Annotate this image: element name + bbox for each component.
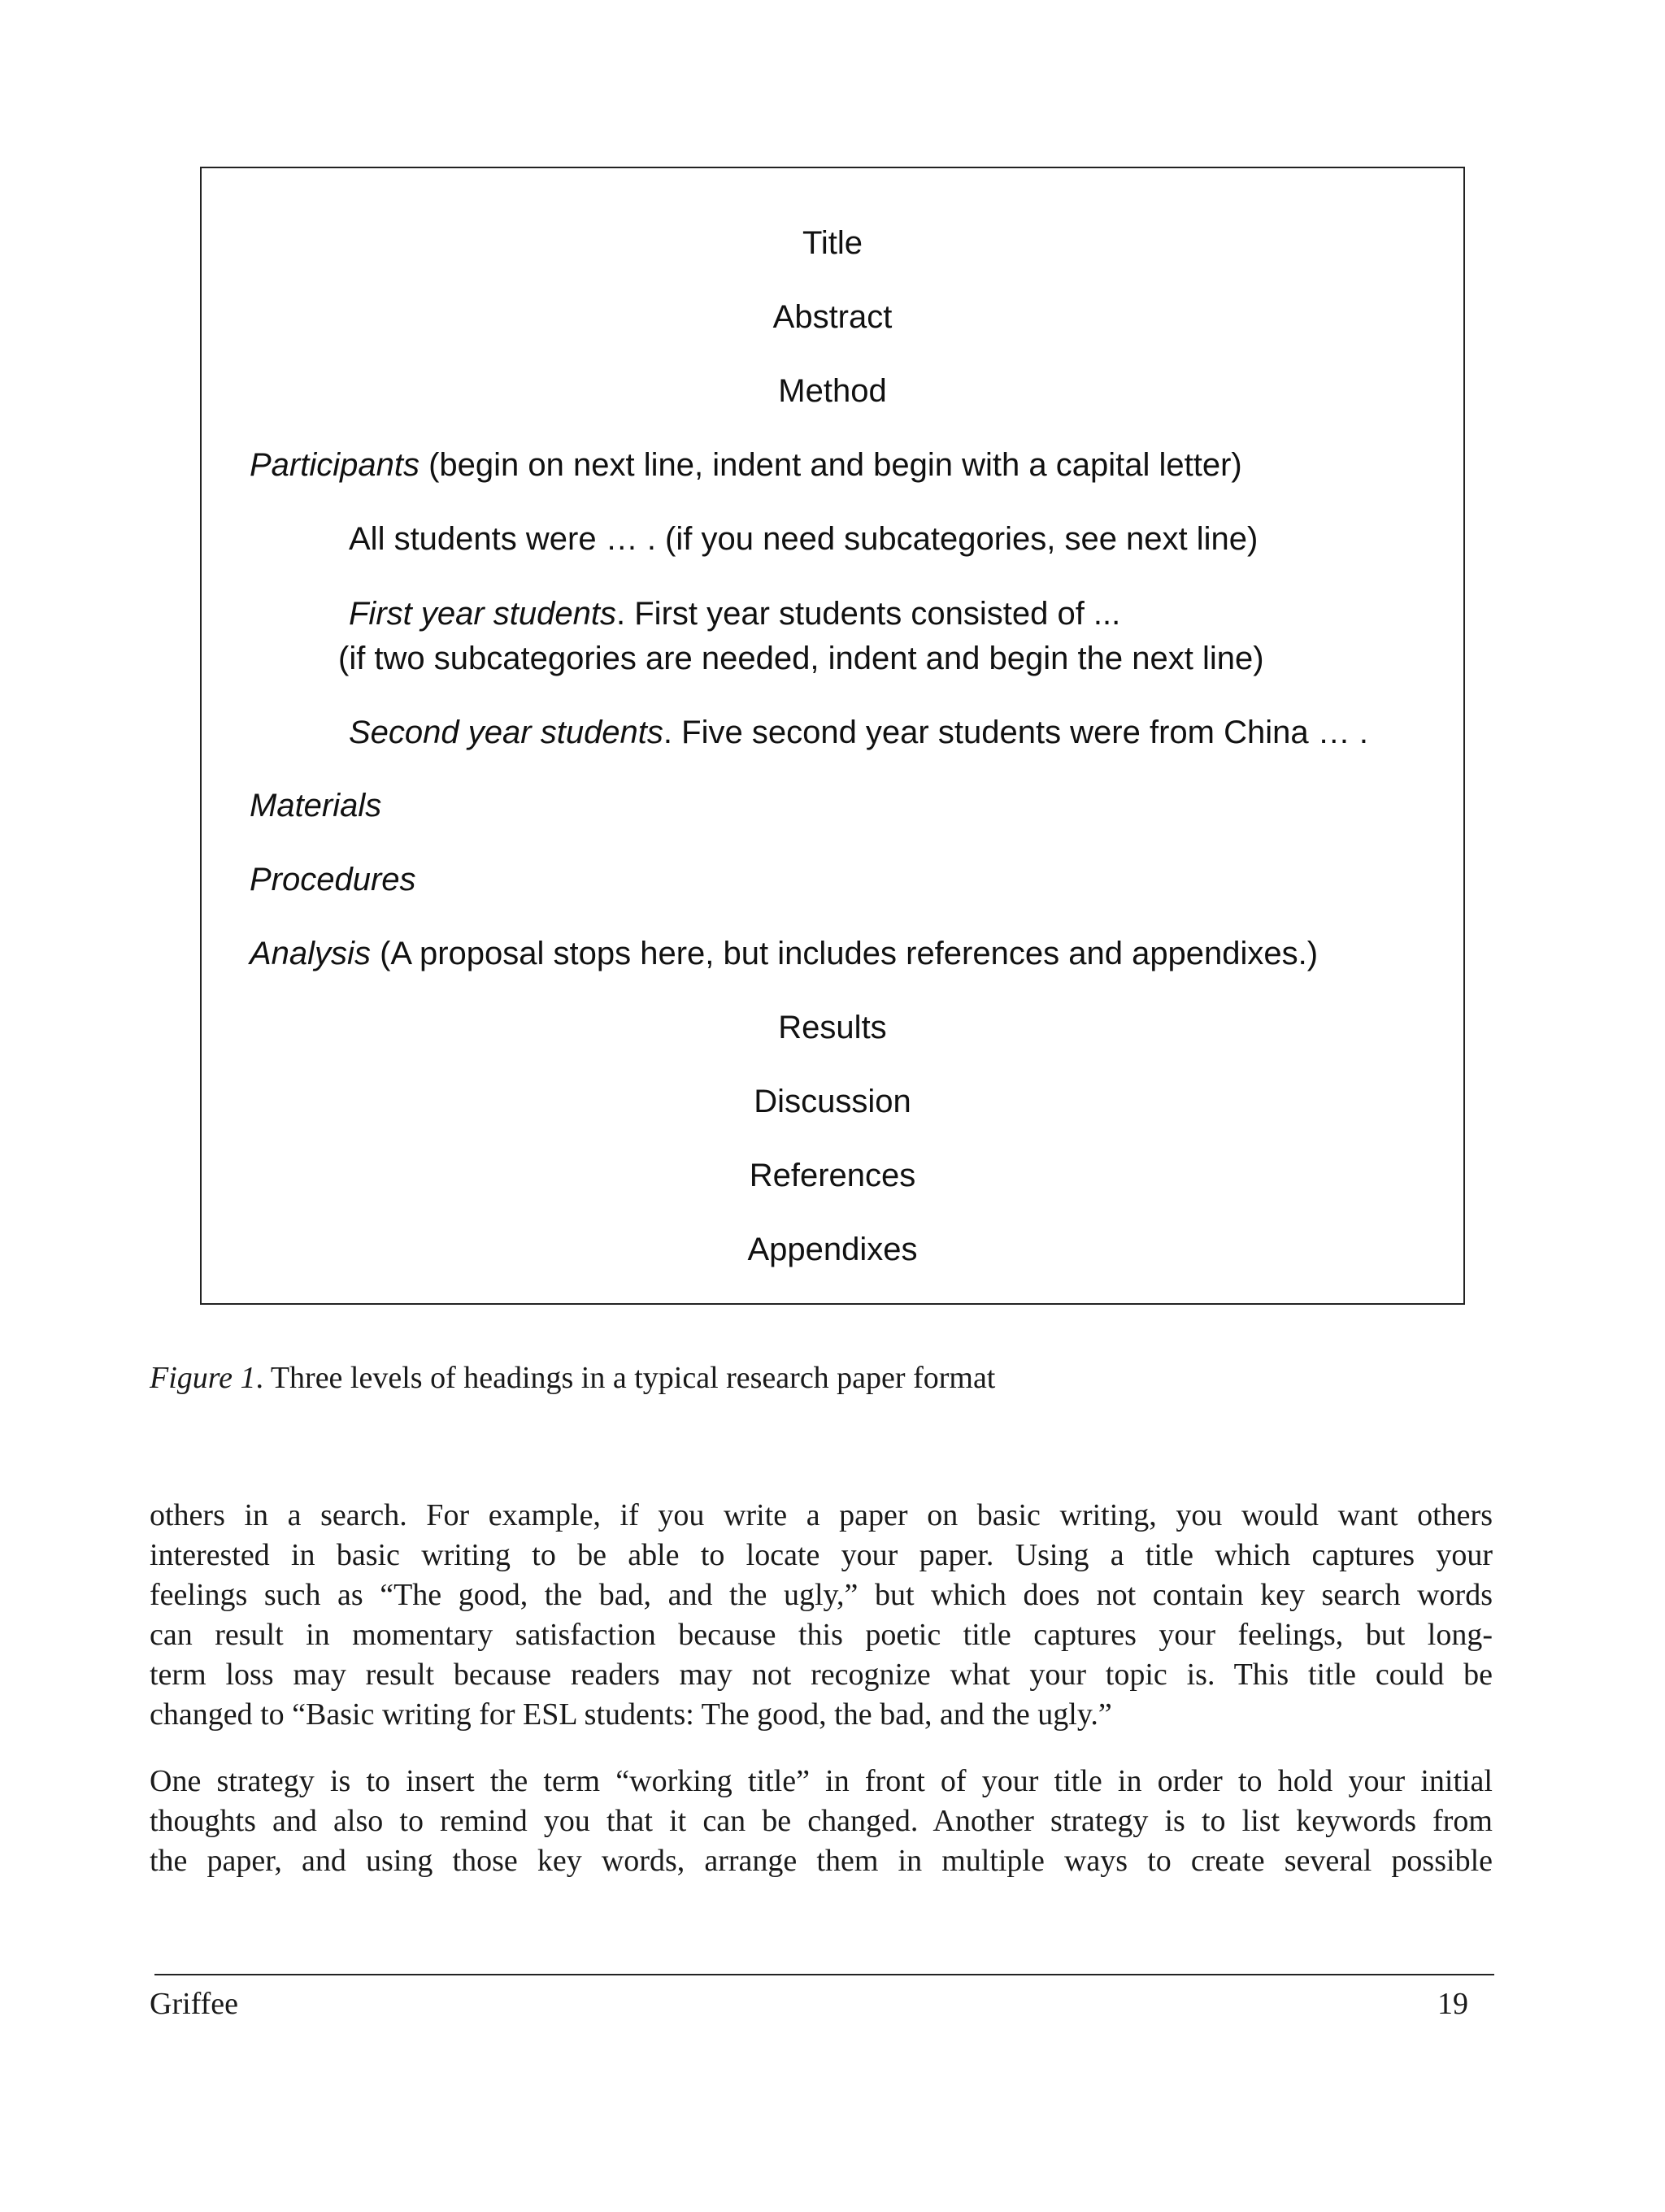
heading-title: Title [802, 225, 863, 261]
page-number: 19 [1437, 1987, 1468, 2021]
paragraph-line: interested in basic writing to be able to locate your paper. Using a title which captures your [150, 1538, 1493, 1572]
paragraph-line: feelings such as “The good, the bad, and the ugly,” but which does not contain key search words [150, 1578, 1493, 1612]
paragraph-line: term loss may result because readers may not recognize what your topic is. This title could be [150, 1658, 1493, 1692]
paragraph-line: can result in momentary satisfaction because this poetic title captures your feelings, but long- [150, 1618, 1493, 1652]
heading-procedures: Procedures [250, 862, 416, 897]
participants-label: Participants [250, 447, 420, 483]
all-students-line: All students were … . (if you need subcategories, see next line) [349, 521, 1259, 557]
paragraph-line: the paper, and using those key words, arrange them in multiple ways to create several possible [150, 1844, 1493, 1878]
paragraph-line: others in a search. For example, if you write a paper on basic writing, you would want others [150, 1498, 1493, 1532]
heading-first-year [349, 598, 1120, 630]
first-year-label: First year students [349, 596, 617, 632]
second-year-text: . Five second year students were from China … . [663, 715, 1368, 750]
participants-note: (begin on next line, indent and begin with a capital letter) [419, 447, 1242, 483]
body-paragraph-2 [150, 1762, 1493, 1881]
paragraph-line: thoughts and also to remind you that it can be changed. Another strategy is to list keywords from [150, 1804, 1493, 1838]
figure-headings-box [200, 167, 1465, 1305]
caption-text: . Three levels of headings in a typical research paper format [255, 1361, 996, 1395]
figure-caption [150, 1362, 995, 1393]
footer-divider [154, 1974, 1494, 1975]
heading-abstract: Abstract [772, 299, 893, 335]
heading-method: Method [778, 373, 887, 409]
heading-references: References [749, 1158, 916, 1193]
paragraph-line: changed to “Basic writing for ESL students: The good, the bad, and the ugly.” [150, 1697, 1112, 1732]
footer-author: Griffee [150, 1987, 239, 2021]
paragraph-line: One strategy is to insert the term “working title” in front of your title in order to hold your initial [150, 1764, 1493, 1798]
heading-participants [250, 449, 1242, 481]
first-year-text: . First year students consisted of ... [616, 596, 1121, 632]
analysis-note: (A proposal stops here, but includes references and appendixes.) [370, 936, 1319, 971]
heading-analysis [250, 937, 1318, 970]
analysis-label: Analysis [250, 936, 371, 971]
heading-appendixes: Appendixes [747, 1232, 918, 1267]
body-paragraph-1 [150, 1496, 1493, 1735]
second-year-label: Second year students [349, 715, 663, 750]
first-year-note: (if two subcategories are needed, indent and begin the next line) [338, 641, 1264, 676]
heading-second-year [349, 716, 1368, 749]
heading-materials: Materials [250, 788, 382, 824]
heading-discussion: Discussion [754, 1084, 911, 1119]
heading-results: Results [778, 1010, 887, 1045]
caption-label: Figure 1 [150, 1361, 256, 1395]
